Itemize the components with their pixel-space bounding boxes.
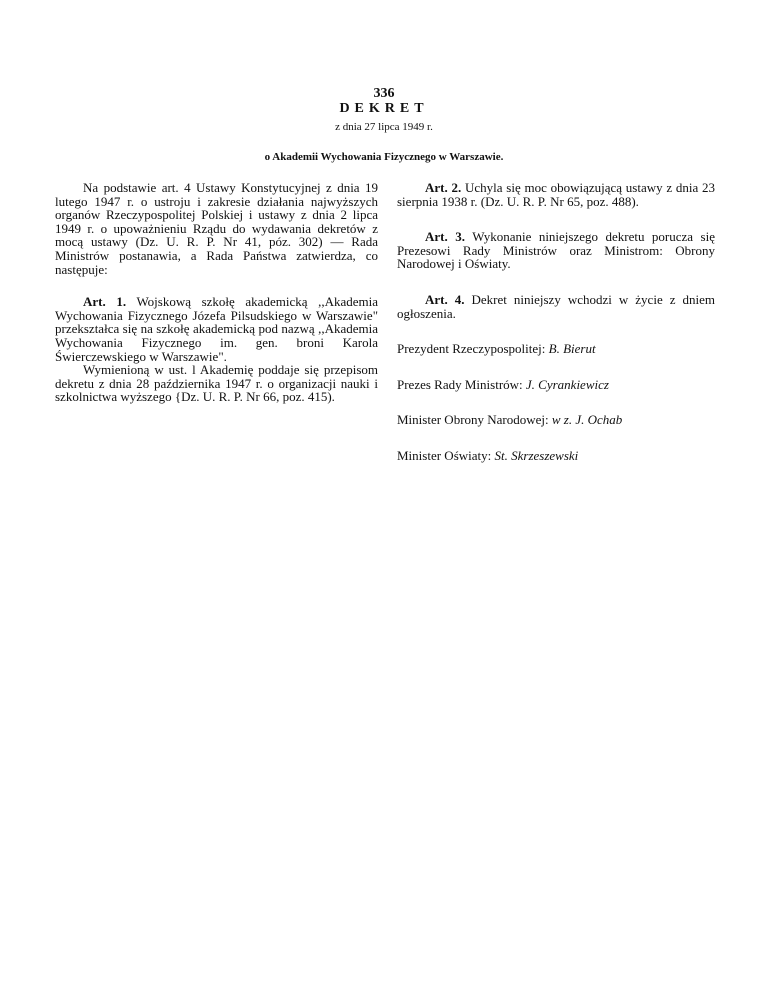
article-3 (397, 230, 715, 271)
article-3-text: Wykonanie niniejszego dekretu porucza się Prezesowi Rady Ministrów oraz Ministrom: Obrony Narodowej i Oświaty. (397, 229, 715, 272)
signature-role: Prezydent Rzeczypospolitej: (397, 341, 546, 357)
signature-name: w z. J. Ochab (551, 412, 623, 428)
signature-name: St. Skrzeszewski (494, 447, 579, 463)
decree-date: z dnia 27 lipca 1949 r. (335, 121, 433, 133)
signature-role: Minister Obrony Narodowej: (397, 412, 549, 428)
signature-defence-minister (397, 413, 715, 427)
article-4-text: Dekret niniejszy wchodzi w życie z dniem ogłoszenia. (397, 291, 715, 321)
article-1-text: Wojskową szkołę akademicką ,,Akademia Wychowania Fizycznego Józefa Pilsudskiego w Warszawie" przekształca się na szkołę akademicką pod nazwą ,,Akademia Wychowania Fizycznego im. gen. broni Karola Świerczewskiego w Warszawie". (55, 294, 378, 364)
right-column (397, 181, 715, 463)
signature-name: B. Bierut (548, 341, 596, 357)
article-3-label: Art. 3. (425, 229, 465, 245)
article-2-label: Art. 2. (425, 180, 462, 195)
signatures (397, 342, 715, 462)
decree-title: DEKRET (339, 101, 429, 116)
signature-president (397, 342, 715, 356)
signature-role: Minister Oświaty: (397, 447, 492, 463)
signature-prime-minister (397, 378, 715, 392)
signature-education-minister (397, 449, 715, 463)
decree-subject: o Akademii Wychowania Fizycznego w Warszawie. (264, 151, 504, 163)
preamble: Na podstawie art. 4 Ustawy Konstytucyjnej z dnia 19 lutego 1947 r. o ustroju i zakresie działania najwyższych organów Rzeczypospolitej Polskiej i ustawy z dnia 2 lipca 1949 r. o upoważnieniu Rządu do wydawania dekretów z mocą ustawy (Dz. U. R. P. Nr 41, póz. 302) — Rada Ministrów postanawia, a Rada Państwa zatwierdza, co następuje: (55, 180, 378, 277)
article-2 (397, 181, 715, 208)
decree-number: 336 (373, 86, 395, 101)
left-column (55, 181, 378, 404)
signature-name: J. Cyrankiewicz (525, 376, 609, 392)
signature-role: Prezes Rady Ministrów: (397, 376, 523, 392)
article-2-text: Uchyla się moc obowiązującą ustawy z dnia 23 sierpnia 1938 r. (Dz. U. R. P. Nr 65, poz. 488). (397, 180, 715, 209)
article-1 (55, 295, 378, 363)
article-1-paragraph-2: Wymienioną w ust. l Akademię poddaje się przepisom dekretu z dnia 28 października 1947 r. o organizacji nauki i szkolnictwa wyższego {Dz. U. R. P. Nr 66, poz. 415). (55, 362, 378, 405)
article-4-label: Art. 4. (425, 291, 465, 307)
article-1-label: Art. 1. (83, 294, 127, 310)
article-4 (397, 293, 715, 320)
